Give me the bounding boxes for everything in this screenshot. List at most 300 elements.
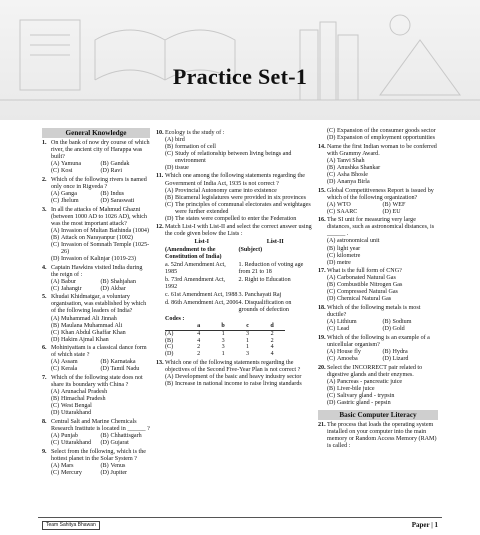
option xyxy=(51,463,101,470)
option-text: Gujarat xyxy=(110,440,129,447)
match-list-headings xyxy=(156,239,312,246)
question xyxy=(156,360,312,374)
option-letter: (C) xyxy=(327,326,336,333)
option-letter: (B) xyxy=(51,322,60,329)
option-letter: (C) xyxy=(51,241,60,248)
option xyxy=(51,256,150,263)
match-row xyxy=(156,292,312,299)
option xyxy=(327,296,438,303)
question-number: 8. xyxy=(42,418,47,425)
option-text: Invasion of Kalinjar (1019-23) xyxy=(61,255,136,262)
option-text: Expansion of employment opportunities xyxy=(337,135,435,142)
question-number: 11. xyxy=(156,173,164,180)
option-letter: (B) xyxy=(165,380,174,387)
option-text: Kosi xyxy=(61,168,73,175)
options xyxy=(156,137,312,172)
option xyxy=(165,144,312,151)
option-letter: (C) xyxy=(51,329,60,336)
option xyxy=(101,286,151,293)
question-text: Captain Hawkins visited India during the reign of : xyxy=(51,264,143,278)
question xyxy=(318,144,438,158)
option-letter: (A) xyxy=(165,136,174,143)
question-text: In all the attacks of Mahmud Ghazni (between 1000 AD to 1026 AD), which was the most important attack? xyxy=(51,206,147,227)
option xyxy=(327,260,438,267)
question-text: Central Salt and Marine Chemicals Research Institute is located in ______ ? xyxy=(51,418,150,432)
question xyxy=(318,305,438,319)
option-text: Mercury xyxy=(61,469,82,476)
option-letter: (D) xyxy=(100,168,109,175)
option-letter: (A) xyxy=(51,462,60,469)
option-letter: (A) xyxy=(327,378,336,385)
option xyxy=(51,242,150,256)
codes-cell: 3 xyxy=(221,337,225,344)
option xyxy=(327,393,438,400)
option-letter: (D) xyxy=(327,399,336,406)
option-letter: (C) xyxy=(327,356,336,363)
list-2-item: 1. Reduction of voting age from 21 to 18 xyxy=(238,261,304,275)
options xyxy=(42,191,150,205)
option-letter: (D) xyxy=(51,410,60,417)
option-letter: (D) xyxy=(165,164,174,171)
option xyxy=(327,202,383,209)
codes-row xyxy=(165,338,285,345)
option xyxy=(51,366,101,373)
question-text: The SI unit for measuring very large distances, such as astronomical distances, is ______ . xyxy=(327,217,435,238)
question-text: Ecology is the study of : xyxy=(165,129,225,136)
codes-cell: (A) xyxy=(165,330,174,337)
options xyxy=(42,463,150,477)
option-text: Lithium xyxy=(337,319,357,326)
option-text: Salivary gland - trypsin xyxy=(337,392,395,399)
option-text: Anushka Shankar xyxy=(337,164,381,171)
option-letter: (D) xyxy=(100,469,109,476)
option-letter: (A) xyxy=(51,227,60,234)
option-letter: (B) xyxy=(51,234,60,241)
option-letter: (D) xyxy=(327,135,336,142)
option-text: Jhelum xyxy=(61,197,79,204)
option-letter: (A) xyxy=(51,161,60,168)
option xyxy=(327,253,438,260)
option xyxy=(51,228,150,235)
question xyxy=(42,140,150,161)
option xyxy=(51,410,150,417)
question-text: Which of the following state does not share its boundary with China ? xyxy=(51,375,143,389)
option xyxy=(165,188,312,195)
option-text: Lead xyxy=(337,326,350,333)
question-text: Which one among the following statements regarding the Government of India Act, 1935 is not correct ? xyxy=(165,173,305,187)
option-text: Kerala xyxy=(61,366,78,373)
option xyxy=(51,389,150,396)
codes-row xyxy=(165,351,285,358)
option-text: metre xyxy=(337,259,351,266)
options xyxy=(318,379,438,407)
option xyxy=(383,356,439,363)
question-text: Match List-I with List-II and select the correct answer using the code given below the Lists : xyxy=(165,224,312,238)
option-text: Ananya Birla xyxy=(337,178,370,185)
option-letter: (A) xyxy=(327,201,336,208)
question-text: Select from the following, which is the hottest planet in the Solar System ? xyxy=(51,448,146,462)
option-text: Gastric gland - pepsin xyxy=(337,399,391,406)
option-letter: (B) xyxy=(327,245,336,252)
codes-cell: 2 xyxy=(270,330,274,337)
question-number: 9. xyxy=(42,448,47,455)
option-letter: (D) xyxy=(327,259,336,266)
option xyxy=(383,349,439,356)
option-text: WTO xyxy=(337,201,351,208)
question-block xyxy=(156,224,312,358)
option xyxy=(165,374,312,381)
question-text: Which of the following rivers is named only once in Rigveda ? xyxy=(51,176,147,190)
options xyxy=(42,228,150,263)
question xyxy=(156,130,312,137)
option-text: Uttarakhand xyxy=(61,440,92,447)
option xyxy=(51,396,150,403)
question xyxy=(42,207,150,228)
option-text: Liver-bile juice xyxy=(337,385,375,392)
codes-row xyxy=(165,330,285,337)
option xyxy=(327,289,438,296)
option-text: Shahjahan xyxy=(110,278,136,285)
option-text: Assam xyxy=(61,359,78,366)
option xyxy=(101,440,151,447)
option-text: Gandak xyxy=(110,161,130,168)
option-text: bird xyxy=(175,136,185,143)
option-letter: (A) xyxy=(327,275,336,282)
option-letter: (C) xyxy=(51,366,60,373)
option-text: Sodium xyxy=(392,319,412,326)
option xyxy=(51,337,150,344)
publisher-logo: Team Sahitya Bhawan xyxy=(42,521,100,530)
question-text: What is the full form of CNG? xyxy=(327,268,402,275)
question-block xyxy=(156,130,312,172)
codes-table xyxy=(165,323,285,358)
options xyxy=(156,188,312,223)
options xyxy=(318,202,438,216)
codes-cell: 4 xyxy=(197,337,201,344)
option-letter: (B) xyxy=(100,359,109,366)
option xyxy=(101,198,151,205)
option-letter: (D) xyxy=(51,255,60,262)
option-letter: (B) xyxy=(382,348,391,355)
option-text: Maulana Muhammad Ali xyxy=(61,322,123,329)
question-number: 20. xyxy=(318,364,326,371)
option-text: Jupiter xyxy=(110,469,128,476)
list-1-item: a. 52nd Amendment Act, 1985 xyxy=(165,261,226,275)
option-text: Tanvi Shah xyxy=(337,157,365,164)
option-text: Venus xyxy=(110,462,126,469)
options xyxy=(42,433,150,447)
option-text: Development of the basic and heavy industry sector xyxy=(175,373,302,380)
option xyxy=(327,356,383,363)
question-number: 12. xyxy=(156,224,164,231)
match-rows xyxy=(156,262,312,314)
option-letter: (D) xyxy=(100,366,109,373)
option xyxy=(383,326,439,333)
question-text: Which one of the following statements regarding the objectives of the Second Five-Year Plan is not correct ? xyxy=(165,359,301,373)
option xyxy=(51,440,101,447)
option-text: Invasion of Somnath Temple (1025-26) xyxy=(61,241,150,255)
option-text: Carbonated Natural Gas xyxy=(337,275,396,282)
option-letter: (C) xyxy=(327,128,336,134)
option-text: West Bengal xyxy=(61,403,92,410)
option xyxy=(165,202,312,216)
option-letter: (B) xyxy=(327,385,336,392)
option-letter: (A) xyxy=(165,373,174,380)
option xyxy=(327,238,438,245)
options xyxy=(156,374,312,388)
options xyxy=(318,319,438,333)
option xyxy=(101,470,151,477)
option-text: Akbar xyxy=(110,285,126,292)
question xyxy=(318,365,438,379)
option xyxy=(165,381,312,388)
option-text: The states were compelled to enter the Federation xyxy=(175,215,297,222)
option-text: Asha Bhosle xyxy=(337,171,368,178)
option-text: Indus xyxy=(110,190,125,197)
list-1-heading: List-I xyxy=(194,239,210,246)
option xyxy=(327,282,438,289)
option-text: kilometre xyxy=(337,252,361,259)
option xyxy=(165,195,312,202)
option-letter: (B) xyxy=(100,433,109,440)
option-letter: (A) xyxy=(327,319,336,326)
list-1-subheading: (Amendment to the Constitution of India) xyxy=(165,246,222,260)
question xyxy=(42,265,150,279)
option xyxy=(101,366,151,373)
question-number: 5. xyxy=(42,294,47,301)
option-letter: (C) xyxy=(165,150,174,157)
option-letter: (C) xyxy=(51,285,60,292)
option xyxy=(327,135,438,142)
codes-header-cell: d xyxy=(259,323,285,330)
option xyxy=(51,403,150,410)
option-letter: (D) xyxy=(382,356,391,363)
codes-cell: 1 xyxy=(246,337,250,344)
options xyxy=(318,275,438,303)
match-list-subheadings xyxy=(156,247,312,261)
question xyxy=(318,335,438,349)
codes-header-cell: c xyxy=(236,323,259,330)
question-block xyxy=(318,422,438,450)
question xyxy=(318,268,438,275)
books-illustration xyxy=(0,0,480,120)
option xyxy=(51,286,101,293)
option xyxy=(51,470,101,477)
codes-cell: 4 xyxy=(270,351,274,358)
option-text: Saraswati xyxy=(110,197,135,204)
option-text: EU xyxy=(392,208,401,215)
options xyxy=(318,349,438,363)
option xyxy=(101,463,151,470)
option-letter: (D) xyxy=(51,336,60,343)
question-number: 2. xyxy=(42,176,47,183)
option-text: Hydra xyxy=(392,348,408,355)
option xyxy=(165,216,312,223)
option xyxy=(51,279,101,286)
question-number: 19. xyxy=(318,334,326,341)
option xyxy=(327,209,383,216)
codes-header-cell: a xyxy=(187,323,210,330)
list-1-item: d. 86th Amendment Act, 2006 xyxy=(165,299,239,306)
option-text: Pancreas - pancreatic juice xyxy=(337,378,403,385)
question-number: 6. xyxy=(42,345,47,352)
option-letter: (A) xyxy=(165,187,174,194)
column-2 xyxy=(156,128,312,388)
option-text: Tamil Nadu xyxy=(110,366,140,373)
options xyxy=(42,316,150,344)
codes-cell: 3 xyxy=(246,330,250,337)
question-text: Global Competitiveness Report is issued by which of the following organization? xyxy=(327,187,434,201)
option-letter: (B) xyxy=(165,194,174,201)
question-number: 7. xyxy=(42,375,47,382)
option-text: Arunachal Pradesh xyxy=(61,389,108,396)
option-letter: (B) xyxy=(327,164,336,171)
question-text: Which of the following is an example of a unicellular organism? xyxy=(327,334,430,348)
column-1 xyxy=(42,128,150,477)
page-title: Practice Set-1 xyxy=(172,64,308,89)
option-text: Provincial Autonomy came into existence xyxy=(175,187,277,194)
option-letter: (C) xyxy=(327,392,336,399)
option-letter: (D) xyxy=(327,178,336,185)
option xyxy=(327,349,383,356)
question xyxy=(42,449,150,463)
codes-cell: 2 xyxy=(270,337,274,344)
codes-cell: (B) xyxy=(165,337,174,344)
option xyxy=(327,128,438,135)
option-letter: (A) xyxy=(327,157,336,164)
option-letter: (D) xyxy=(165,215,174,222)
option-text: Attack on Narayanpur (1002) xyxy=(61,234,133,241)
continued-options xyxy=(318,128,438,142)
list-2-heading: List-II xyxy=(266,239,284,246)
option-letter: (A) xyxy=(51,278,60,285)
option-text: House fly xyxy=(337,348,361,355)
section-heading: General Knowledge xyxy=(42,128,150,138)
option xyxy=(165,137,312,144)
option-letter: (C) xyxy=(327,289,336,296)
codes-cell: (C) xyxy=(165,344,174,351)
option xyxy=(327,165,438,172)
option xyxy=(383,202,439,209)
option-text: Expansion of the consumer goods sector xyxy=(337,128,436,134)
question xyxy=(42,345,150,359)
option-letter: (B) xyxy=(382,319,391,326)
option-text: Lizard xyxy=(392,356,409,363)
question xyxy=(42,294,150,315)
question-number: 21. xyxy=(318,421,326,428)
option xyxy=(327,379,438,386)
list-2-item: 4. Disqualification on grounds of defection xyxy=(238,299,292,313)
option-text: Yamuna xyxy=(61,161,82,168)
option-letter: (B) xyxy=(165,143,174,150)
options xyxy=(318,238,438,266)
list-2-subheading: (Subject) xyxy=(238,246,263,253)
list-1-item: c. 61st Amendment Act, 1988 xyxy=(165,291,238,298)
option xyxy=(101,191,151,198)
option-text: Chhattisgarh xyxy=(110,433,142,440)
question-text: The process that loads the operating system installed on your computer into the main memory or Random Access Memory (RAM) is called : xyxy=(327,421,437,450)
option xyxy=(51,330,150,337)
option-text: Bicameral legislatures were provided in six provinces xyxy=(175,194,306,201)
option-letter: (A) xyxy=(327,238,336,245)
option xyxy=(51,316,150,323)
codes-header-row xyxy=(165,323,285,330)
question-number: 4. xyxy=(42,264,47,271)
option-text: Gold xyxy=(392,326,405,333)
list-1-item: b. 73rd Amendment Act, 1992 xyxy=(165,276,226,290)
options xyxy=(42,359,150,373)
option xyxy=(165,165,312,172)
codes-cell: 2 xyxy=(197,344,201,351)
option-text: Khan Abdul Ghaffar Khan xyxy=(61,329,126,336)
option-text: tissue xyxy=(175,164,189,171)
question xyxy=(318,188,438,202)
question-text: Mohiniyattam is a classical dance form of which state ? xyxy=(51,345,147,359)
question-text: Khudai Khidmatgar, a voluntary organisation, was established by which of the following leaders of India? xyxy=(51,294,147,315)
question-number: 17. xyxy=(318,268,326,275)
option xyxy=(327,386,438,393)
option xyxy=(51,191,101,198)
option-text: formation of cell xyxy=(175,143,216,150)
codes-label: Codes : xyxy=(165,315,185,322)
option-letter: (C) xyxy=(51,168,60,175)
option-letter: (B) xyxy=(100,190,109,197)
option-text: Compressed Natural Gas xyxy=(337,289,398,296)
option xyxy=(101,168,151,175)
option-letter: (C) xyxy=(165,201,174,208)
options xyxy=(42,161,150,175)
option-letter: (C) xyxy=(327,171,336,178)
question-text: On the bank of now dry course of which river, the ancient city of Harappa was built? xyxy=(51,140,150,161)
page-number: Paper | 1 xyxy=(411,521,438,529)
option xyxy=(327,319,383,326)
question-number: 3. xyxy=(42,206,47,213)
option-text: Hakim Ajmal Khan xyxy=(61,336,109,343)
option-letter: (B) xyxy=(51,396,60,403)
codes-header-cell xyxy=(165,323,187,330)
question-list xyxy=(318,144,438,407)
option xyxy=(327,246,438,253)
option-letter: (A) xyxy=(51,389,60,396)
option-letter: (C) xyxy=(327,208,336,215)
option-text: The principles of communal electorates and weightages were further extended xyxy=(175,201,311,215)
question xyxy=(156,173,312,187)
option-letter: (B) xyxy=(327,282,336,289)
option xyxy=(327,326,383,333)
page-footer xyxy=(38,517,442,531)
option-letter: (A) xyxy=(51,433,60,440)
match-row xyxy=(156,262,312,276)
column-3 xyxy=(318,128,438,450)
option-letter: (C) xyxy=(51,469,60,476)
option xyxy=(51,235,150,242)
codes-header-cell: b xyxy=(210,323,236,330)
option-text: Punjab xyxy=(61,433,78,440)
list-2-item: 2. Right to Education xyxy=(238,276,291,283)
option-text: Study of relationship between living beings and environment xyxy=(175,150,292,164)
option-letter: (D) xyxy=(327,296,336,303)
codes-cell: 4 xyxy=(270,344,274,351)
option xyxy=(51,323,150,330)
option xyxy=(101,279,151,286)
question-number: 18. xyxy=(318,305,326,312)
option-letter: (D) xyxy=(382,208,391,215)
option-letter: (A) xyxy=(51,190,60,197)
option xyxy=(327,179,438,186)
option-letter: (D) xyxy=(100,285,109,292)
option-letter: (C) xyxy=(51,197,60,204)
question xyxy=(318,217,438,238)
